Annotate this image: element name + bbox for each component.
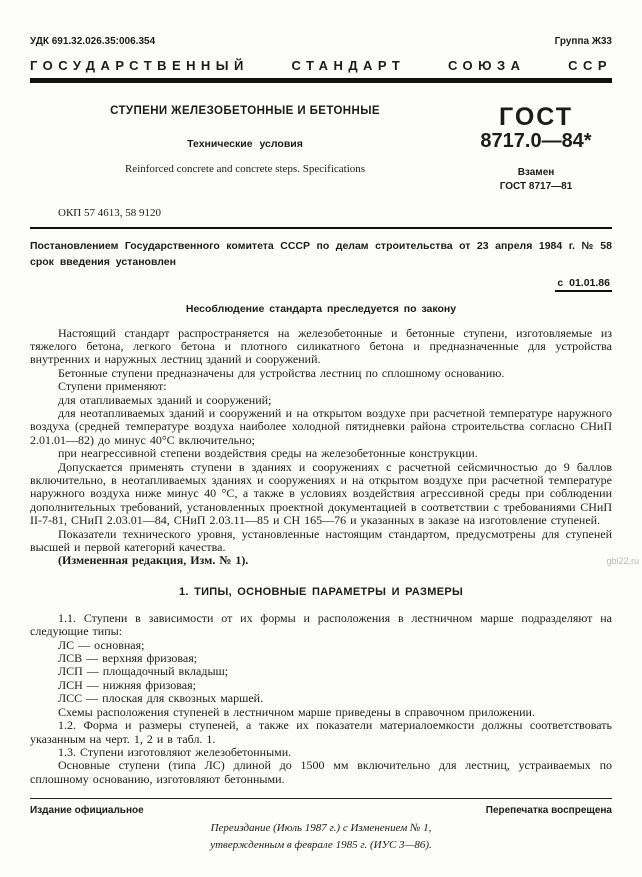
body-paragraph: для отапливаемых зданий и сооружений; [58, 392, 272, 407]
header-rule [30, 78, 612, 83]
document-subtitle-english: Reinforced concrete and concrete steps. Specifications [124, 163, 366, 175]
law-notice: Несоблюдение стандарта преследуется по закону [185, 302, 457, 315]
title-left-column [30, 105, 460, 193]
effective-date: с 01.01.86 [555, 277, 612, 292]
state-standard-banner: ГОСУДАРСТВЕННЫЙ СТАНДАРТ СОЮЗА ССР [30, 58, 612, 73]
section1-paragraph: Схемы расположения ступеней в лестничном марше приведены в справочном приложении. [58, 704, 535, 719]
section1-heading: 1. ТИПЫ, ОСНОВНЫЕ ПАРАМЕТРЫ И РАЗМЕРЫ [178, 585, 464, 598]
step-type-item: ЛСН — нижняя фризовая; [58, 677, 196, 692]
section1-paragraph: 1.2. Форма и размеры ступеней, а также их показатели материалоемкости должны соответствовать указанным на черт. 1, 2 и в табл. 1. [30, 718, 612, 746]
replaces-number: ГОСТ 8717—81 [499, 180, 573, 192]
step-type-item: ЛСП — площадочный вкладыш; [58, 664, 229, 679]
decree-text: Постановлением Государственного комитета СССР по делам строительства от 23 апреля 1984 г. № 58 срок введения установлен [30, 240, 612, 269]
section1-body [30, 612, 612, 786]
replaces-block [460, 166, 612, 193]
reissue-line: Переиздание (Июль 1987 г.) с Изменением № 1, [210, 822, 432, 835]
gost-number-block [460, 105, 612, 193]
body-paragraph: Бетонные ступени предназначены для устройства лестниц по сплошному основанию. [58, 365, 505, 380]
okp-codes: ОКП 57 4613, 58 9120 [58, 207, 161, 219]
divider-rule [30, 227, 612, 229]
gost-label: ГОСТ [499, 103, 573, 131]
body-paragraph: Допускается применять ступени в зданиях и сооружениях с расчетной сейсмичностью до 9 баллов включительно, в неотапливаемых зданиях и сооружениях и на открытом воздухе при расчетной температуре наружного воздуха ниже минус 40 °С, а также в условиях воздействия агрессивной среды при соблюдении дополнительных требований, установленных проектной документацией в соответствии с требованиями СНиП II-7-81, СНиП 2.03.01—84, СНиП 2.03.11—85 и СН 165—76 и указанных в заказе на изготовление ступеней. [30, 459, 612, 528]
official-edition-label: Издание официальное [30, 805, 144, 817]
section1-paragraph: 1.1. Ступени в зависимости от их формы и расположения в лестничном марше подразделяют на следующие типы: [30, 610, 612, 639]
document-title: СТУПЕНИ ЖЕЛЕЗОБЕТОННЫЕ И БЕТОННЫЕ [110, 105, 380, 117]
reissue-note [30, 820, 612, 853]
replaces-label: Взамен [517, 167, 555, 178]
site-watermark: gbi22.ru [606, 556, 639, 566]
body-paragraph: Настоящий стандарт распространяется на железобетонные и бетонные ступени, изготовляемые из тяжелого бетона, легкого бетона и плотного силикатного бетона и предназначенные для устройства внутренних и наружных лестниц зданий и сооружений. [30, 325, 612, 367]
body-paragraph: для неотапливаемых зданий и сооружений и на открытом воздухе при расчетной температуре наружного воздуха (средней температуре воздуха наиболее холодной пятидневки района строительства согласно СНиП 2.01.01—82) до минус 40°С включительно; [30, 405, 612, 447]
gost-number: 8717.0—84* [480, 130, 592, 152]
step-type-item: ЛСС — плоская для сквозных маршей. [58, 691, 264, 706]
reissue-line: утвержденным в феврале 1985 г. (ИУС 3—86). [210, 838, 432, 851]
step-type-item: ЛСВ — верхняя фризовая; [58, 651, 198, 666]
document-header-row [30, 36, 612, 47]
footer-rule [30, 798, 612, 799]
amendment-note: (Измененная редакция, Изм. № 1). [58, 553, 249, 568]
body-paragraph: Показатели технического уровня, установленные настоящим стандартом, предусмотрены для ступеней высшей и первой категорий качества. [30, 526, 612, 555]
effective-date-row [30, 273, 612, 292]
group-code: Группа Ж33 [554, 36, 612, 47]
section1-paragraph: Основные ступени (типа ЛС) длиной до 1500 мм включительно для лестниц, устраиваемых по сплошному основанию, изготовляют бетонными. [30, 758, 612, 786]
document-body [30, 327, 612, 568]
title-block [30, 105, 612, 193]
document-subtitle: Технические условия [187, 138, 303, 150]
body-paragraph: Ступени применяют: [58, 379, 167, 394]
step-type-item: ЛС — основная; [58, 637, 145, 652]
reprint-forbidden-label: Перепечатка воспрещена [485, 805, 612, 817]
footer-row [30, 805, 612, 816]
body-paragraph: при неагрессивной степени воздействия среды на железобетонные конструкции. [58, 446, 478, 461]
udk-code: УДК 691.32.026.35:006.354 [30, 36, 156, 47]
section1-paragraph: 1.3. Ступени изготовляют железобетонными. [58, 744, 292, 759]
